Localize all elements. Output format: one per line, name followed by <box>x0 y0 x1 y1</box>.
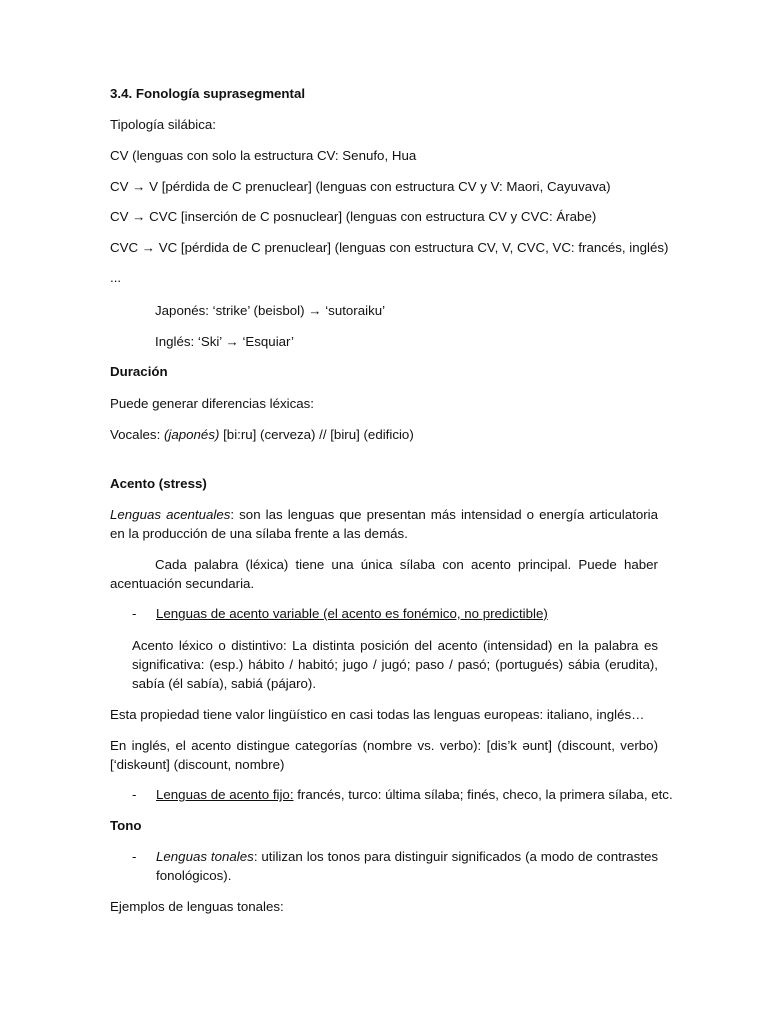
acentuales-paragraph <box>110 505 658 543</box>
tonales-paragraph <box>156 847 658 885</box>
vocales-language: (japonés) <box>163 427 220 442</box>
syllable-type-cv-v: CV → V [pérdida de C prenuclear] (lenguas con estructura CV y V: Maori, Cayuvava) <box>110 179 611 194</box>
syllable-type-cvc-vc: CVC → VC [pérdida de C prenuclear] (lenguas con estructura CV, V, CVC, VC: francés, inglés) <box>110 240 669 255</box>
acentuales-term: Lenguas acentuales <box>110 507 231 522</box>
tonales-term: Lenguas tonales <box>156 849 254 864</box>
vocales-label: Vocales: <box>110 427 164 442</box>
cada-palabra-paragraph: Cada palabra (léxica) tiene una única sílaba con acento principal. Puede haber acentuación secundaria. <box>110 557 658 591</box>
tonales-definition: : utilizan los tonos para distinguir significados (a modo de contrastes fonológicos). <box>156 849 659 883</box>
acento-lexico-paragraph: Acento léxico o distintivo: La distinta posición del acento (intensidad) en la palabra es significativa: (esp.) hábito / habitó; jugo / jugó; paso / pasó; (portugués) sábia (erudita), sabía (él sabía), sabiá (pájaro). <box>132 638 658 691</box>
vocales-line <box>110 425 414 444</box>
vocales-examples: [bi:ru] (cerveza) // [biru] (edificio) <box>219 427 414 442</box>
bullet-dash: - <box>132 787 137 802</box>
example-japanese: Japonés: ‘strike’ (beisbol) → ‘sutoraiku’ <box>155 303 386 318</box>
fixed-accent-title: Lenguas de acento fijo: <box>156 787 294 802</box>
acentuales-definition: : son las lenguas que presentan más intensidad o energía articulatoria en la producción de una sílaba frente a las demás. <box>110 507 659 541</box>
syllable-type-cv: CV (lenguas con solo la estructura CV: Senufo, Hua <box>110 148 417 163</box>
ellipsis: ... <box>110 270 122 285</box>
esta-propiedad-line: Esta propiedad tiene valor lingüístico en casi todas las lenguas europeas: italiano, inglés… <box>110 707 645 722</box>
en-ingles-paragraph: En inglés, el acento distingue categorías (nombre vs. verbo): [dis’k əunt] (discount, verbo) [‘diskəunt] (discount, nombre) <box>110 738 658 772</box>
section-heading: 3.4. Fonología suprasegmental <box>110 86 306 101</box>
bullet-dash: - <box>132 606 137 621</box>
variable-accent-title: Lenguas de acento variable (el acento es fonémico, no predictible) <box>156 606 548 621</box>
tono-title: Tono <box>110 818 142 833</box>
syllable-type-cv-cvc: CV → CVC [inserción de C posnuclear] (lenguas con estructura CV y CVC: Árabe) <box>110 209 597 224</box>
ejemplos-tonales-line: Ejemplos de lenguas tonales: <box>110 899 284 914</box>
acento-title: Acento (stress) <box>110 476 207 491</box>
bullet-dash: - <box>132 849 137 864</box>
fixed-accent-text: francés, turco: última sílaba; finés, checo, la primera sílaba, etc. <box>293 787 673 802</box>
duracion-title: Duración <box>110 364 168 379</box>
example-english: Inglés: ‘Ski’ → ‘Esquiar’ <box>155 334 294 349</box>
fixed-accent-line <box>156 785 673 804</box>
duracion-text: Puede generar diferencias léxicas: <box>110 396 315 411</box>
tipologia-title: Tipología silábica: <box>110 117 216 132</box>
